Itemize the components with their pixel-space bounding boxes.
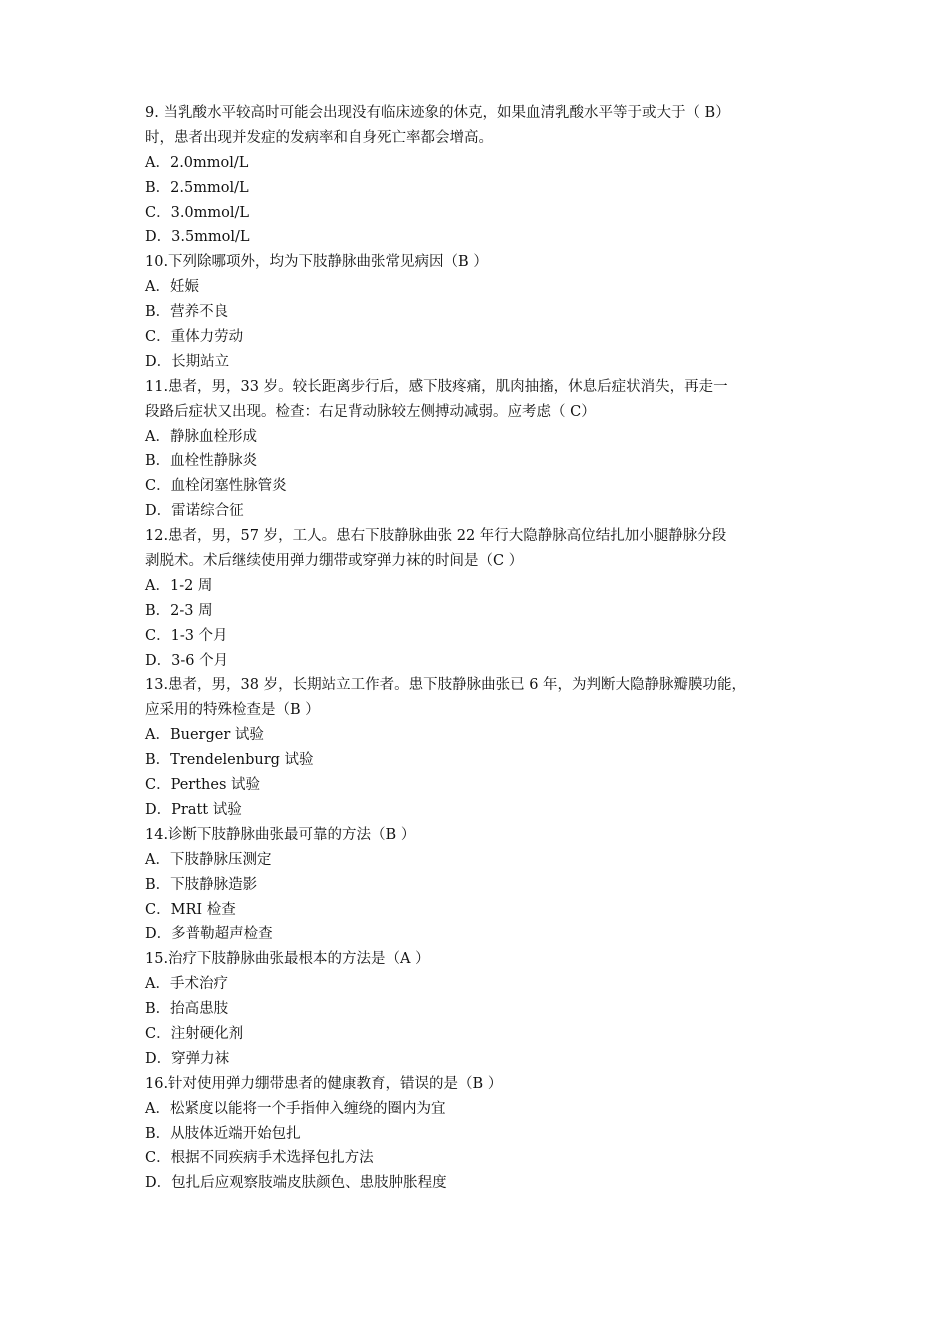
question-stem-line: 11.患者，男，33 岁。较长距离步行后，感下肢疼痛，肌肉抽搐，休息后症状消失，再走一 bbox=[145, 378, 728, 395]
answer-option: D．包扎后应观察肢端皮肤颜色、患肢肿胀程度 bbox=[145, 1175, 447, 1192]
question-stem-line: 剥脱术。术后继续使用弹力绷带或穿弹力袜的时间是（C ） bbox=[145, 553, 524, 570]
question-block bbox=[145, 673, 817, 822]
answer-option: B．血栓性静脉炎 bbox=[145, 453, 258, 470]
answer-option: D．雷诺综合征 bbox=[145, 503, 244, 520]
question-block bbox=[145, 823, 817, 947]
answer-option: D．多普勒超声检查 bbox=[145, 926, 273, 943]
question-stem-line: 段路后症状又出现。检查：右足背动脉较左侧搏动减弱。应考虑（ C） bbox=[145, 403, 596, 420]
answer-option: A．妊娠 bbox=[145, 279, 199, 296]
answer-option: A．2.0mmol/L bbox=[145, 154, 249, 171]
answer-option: B．2-3 周 bbox=[145, 602, 213, 619]
question-block bbox=[145, 1072, 817, 1196]
question-stem-line: 15.治疗下肢静脉曲张最根本的方法是（A ） bbox=[145, 951, 430, 968]
answer-option: A．手术治疗 bbox=[145, 976, 228, 993]
question-block bbox=[145, 250, 817, 374]
question-stem-line: 应采用的特殊检查是（B ） bbox=[145, 702, 320, 719]
question-block bbox=[145, 524, 817, 673]
answer-option: C．3.0mmol/L bbox=[145, 204, 250, 221]
answer-option: C．MRI 检查 bbox=[145, 901, 236, 918]
answer-option: C．根据不同疾病手术选择包扎方法 bbox=[145, 1150, 374, 1167]
answer-option: C．重体力劳动 bbox=[145, 329, 244, 346]
answer-option: C．血栓闭塞性脉管炎 bbox=[145, 478, 287, 495]
answer-option: A．下肢静脉压测定 bbox=[145, 851, 272, 868]
answer-option: B．营养不良 bbox=[145, 304, 229, 321]
question-stem-line: 12.患者，男，57 岁，工人。患右下肢静脉曲张 22 年行大隐静脉高位结扎加小腿静脉分段 bbox=[145, 528, 727, 545]
answer-option: B．Trendelenburg 试验 bbox=[145, 752, 314, 769]
answer-option: A．松紧度以能将一个手指伸入缠绕的圈内为宜 bbox=[145, 1100, 446, 1117]
answer-option: B．抬高患肢 bbox=[145, 1001, 229, 1018]
question-stem-line: 16.针对使用弹力绷带患者的健康教育，错误的是（B ） bbox=[145, 1075, 503, 1092]
answer-option: C．注射硬化剂 bbox=[145, 1025, 244, 1042]
answer-option: D．Pratt 试验 bbox=[145, 801, 242, 818]
answer-option: B．下肢静脉造影 bbox=[145, 876, 258, 893]
answer-option: D．长期站立 bbox=[145, 353, 230, 370]
answer-option: D．3.5mmol/L bbox=[145, 229, 250, 246]
question-stem-line: 13.患者，男，38 岁，长期站立工作者。患下肢静脉曲张已 6 年，为判断大隐静脉瓣膜功能， bbox=[145, 677, 747, 694]
question-list bbox=[145, 101, 817, 1196]
question-block bbox=[145, 947, 817, 1071]
answer-option: D．3-6 个月 bbox=[145, 652, 229, 669]
answer-option: A．静脉血栓形成 bbox=[145, 428, 257, 445]
question-stem-line: 10.下列除哪项外，均为下肢静脉曲张常见病因（B ） bbox=[145, 254, 488, 271]
question-stem-line: 9. 当乳酸水平较高时可能会出现没有临床迹象的休克，如果血清乳酸水平等于或大于（ B） bbox=[145, 105, 730, 121]
answer-option: B．从肢体近端开始包扎 bbox=[145, 1125, 301, 1142]
question-stem-line: 14.诊断下肢静脉曲张最可靠的方法（B ） bbox=[145, 826, 416, 843]
question-block bbox=[145, 375, 817, 524]
answer-option: C．1-3 个月 bbox=[145, 627, 228, 644]
answer-option: D．穿弹力袜 bbox=[145, 1050, 230, 1067]
answer-option: C．Perthes 试验 bbox=[145, 777, 261, 794]
answer-option: B．2.5mmol/L bbox=[145, 179, 249, 196]
question-block bbox=[145, 101, 817, 250]
question-stem-line: 时，患者出现并发症的发病率和自身死亡率都会增高。 bbox=[145, 129, 493, 146]
answer-option: A．Buerger 试验 bbox=[145, 727, 264, 744]
answer-option: A．1-2 周 bbox=[145, 577, 213, 594]
